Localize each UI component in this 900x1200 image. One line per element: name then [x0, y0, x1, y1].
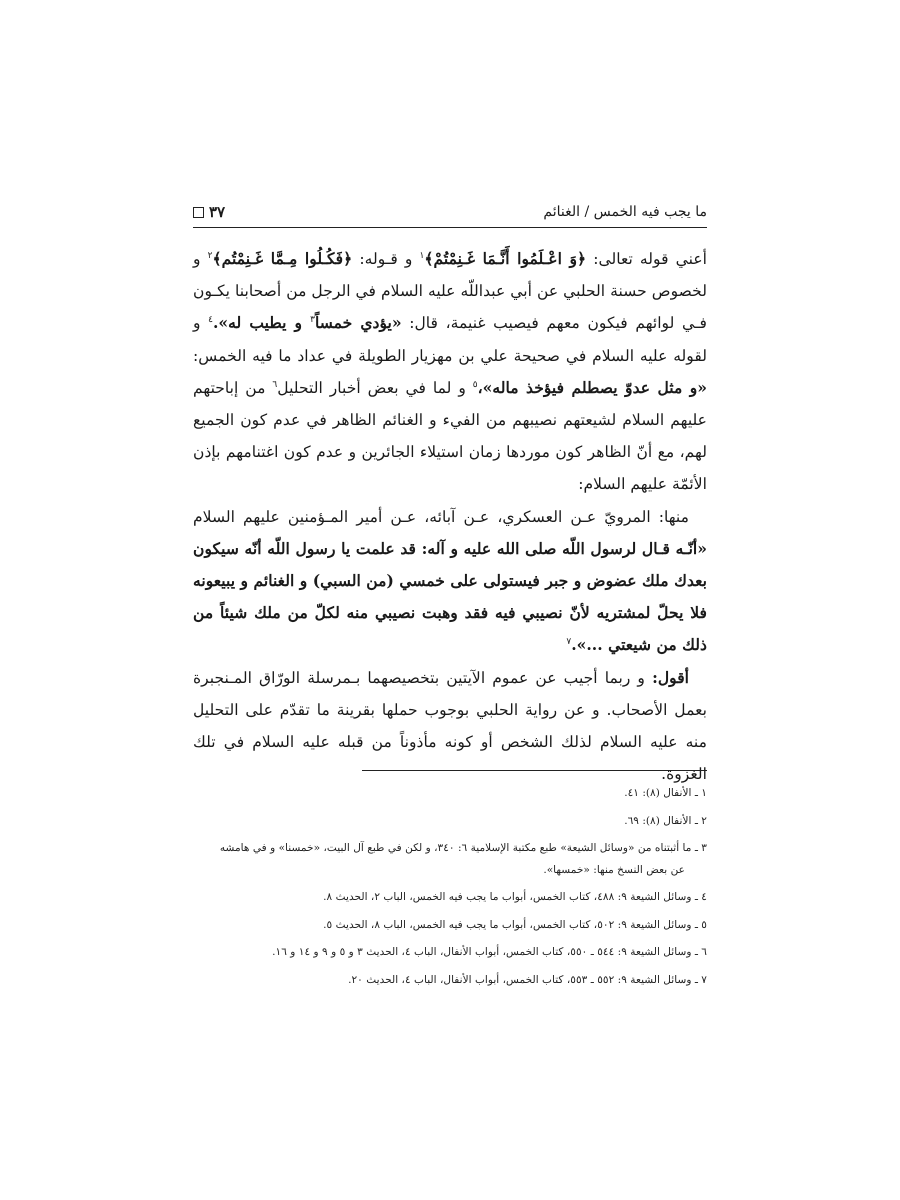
page-number-text: ٣٧ — [209, 203, 226, 221]
footnote: ٤ ـ وسائل الشيعة ٩: ٤٨٨، كتاب الخمس، أبواب ما يجب فيه الخمس، الباب ٢، الحديث ٨. — [323, 891, 707, 903]
footnote: ٢ ـ الأنفال (٨): ٦٩. — [624, 814, 707, 827]
footnote-ref: ٧ — [566, 637, 572, 648]
footnote: ٦ ـ وسائل الشيعة ٩: ٥٤٤ ـ ٥٥٠، كتاب الخمس، أبواب الأنفال، الباب ٤، الحديث ٣ و ٥ و ٩ و ١٤ و ١٦. — [272, 946, 707, 958]
running-title: ما يجب فيه الخمس / الغنائم — [543, 204, 707, 220]
footnote-ref: ٢ — [207, 250, 213, 261]
footnote-ref: ٦ — [272, 379, 278, 390]
footnote: ٧ ـ وسائل الشيعة ٩: ٥٥٢ ـ ٥٥٣، كتاب الخمس، أبواب الأنفال، الباب ٤، الحديث ٢٠. — [348, 973, 707, 986]
main-text — [193, 243, 707, 790]
page-number — [193, 203, 225, 221]
footnotes — [193, 780, 707, 994]
footnote-continuation: عن بعض النسخ منها: «خمسها». — [543, 863, 685, 876]
footnote: ١ ـ الأنفال (٨): ٤١. — [624, 787, 707, 799]
footnote-ref: ٥ — [472, 379, 478, 390]
footnote-separator — [362, 770, 707, 771]
paragraph-3: أقول: و ربما أجيب عن عموم الآيتين بتخصيصهما بـمرسلة الورّاق المـنجبرة بعمل الأصحاب. و عن رواية الحلبي بوجوب حملها بقرينة ما تقدّم على التحليل منه عليه السلام لذلك الشخص أو كونه مأذوناً من قبله عليه السلام في تلك الغزوة. — [193, 667, 707, 784]
paragraph-lead: أقول: — [652, 667, 689, 687]
hadith-quote: «يؤدي خمساً — [314, 313, 402, 333]
running-header — [193, 203, 707, 228]
quran-verse: ﴿فَكُـلُوا مِـمَّا غَـنِمْتُم﴾ — [212, 249, 353, 268]
footnote: ٥ ـ وسائل الشيعة ٩: ٥٠٢، كتاب الخمس، أبواب ما يجب فيه الخمس، الباب ٨، الحديث ٥. — [323, 918, 707, 931]
hadith-quote: «و مثل عدوّ يصطلم فيؤخذ ماله»، — [477, 377, 708, 397]
paragraph-1: أعني قوله تعالى: ﴿وَ اعْـلَمُوا أَنَّـمَا غَـنِمْتُمْ﴾$^١$ و قـوله: ﴿فَكُـلُوا مِـمَّا غَـنِمْتُم﴾$^٢$ و لخصوص حسنة الحلبي عن أبي عبداللّه عليه السلام في الرجل من أصحابنا يكـون فـي لوائهم فيكون معهم فيصيب غنيمة، قال: «يؤدي خمساً$^٣$ و يطيب له».$^٤$ و لقوله عليه السلام في صحيحة علي بن مهزيار الطويلة في عداد ما فيه الخمس: «و مثل عدوّ يصطلم فيؤخذ ماله»،$^٥$ و لما في بعض أخبار التحليل$^٦$ من إباحتهم عليهم السلام لشيعتهم نصيبهم من الفيء و الغنائم الظاهر في عدم كون الجميع لهم، مع أنّ الظاهر كون موردها زمان استيلاء الجائرين و عدم كون اغتنامهم بإذن الأئمّة عليهم السلام: — [193, 249, 708, 494]
paragraph-2: منها: المرويّ عـن العسكري، عـن آبائه، عـن أمير المـؤمنين عليهم السلام «أنّـه قـال لرسول اللّه صلى الله عليه و آله: قد علمت يا رسول اللّه أنّه سيكون بعدك ملك عضوض و جبر فيستولى على خمسي (من السبي) و الغنائم و يبيعونه فلا يحلّ لمشتريه لأنّ نصيبي فيه فقد وهبت نصيبي منه لكلّ من ملك شيئاً من ذلك من شيعتي ...».$^٧$ — [193, 507, 707, 655]
footnote-ref: ١ — [419, 250, 425, 261]
hadith-quote: «أنّـه قـال لرسول اللّه صلى الله عليه و آله: قد علمت يا رسول اللّه أنّه سيكون بعدك ملك عضوض و جبر فيستولى على خمسي (من السبي) و الغنائم و يبيعونه فلا يحلّ لمشتريه لأنّ نصيبي فيه فقد وهبت نصيبي منه لكلّ من ملك شيئاً من ذلك من شيعتي ...». — [193, 538, 707, 655]
footnote: ٣ ـ ما أثبتناه من «وسائل الشيعة» طبع مكتبة الإسلامية ٦: ٣٤٠، و لكن في طبع آل البيت، «خمسنا» و في هامشه — [219, 842, 707, 854]
square-ornament-icon — [193, 207, 204, 218]
footnote-ref: ٤ — [208, 315, 213, 326]
footnote-ref: ٣ — [310, 315, 315, 326]
hadith-quote: و يطيب له». — [212, 313, 311, 333]
quran-verse: ﴿وَ اعْـلَمُوا أَنَّـمَا غَـنِمْتُمْ﴾ — [424, 249, 587, 268]
